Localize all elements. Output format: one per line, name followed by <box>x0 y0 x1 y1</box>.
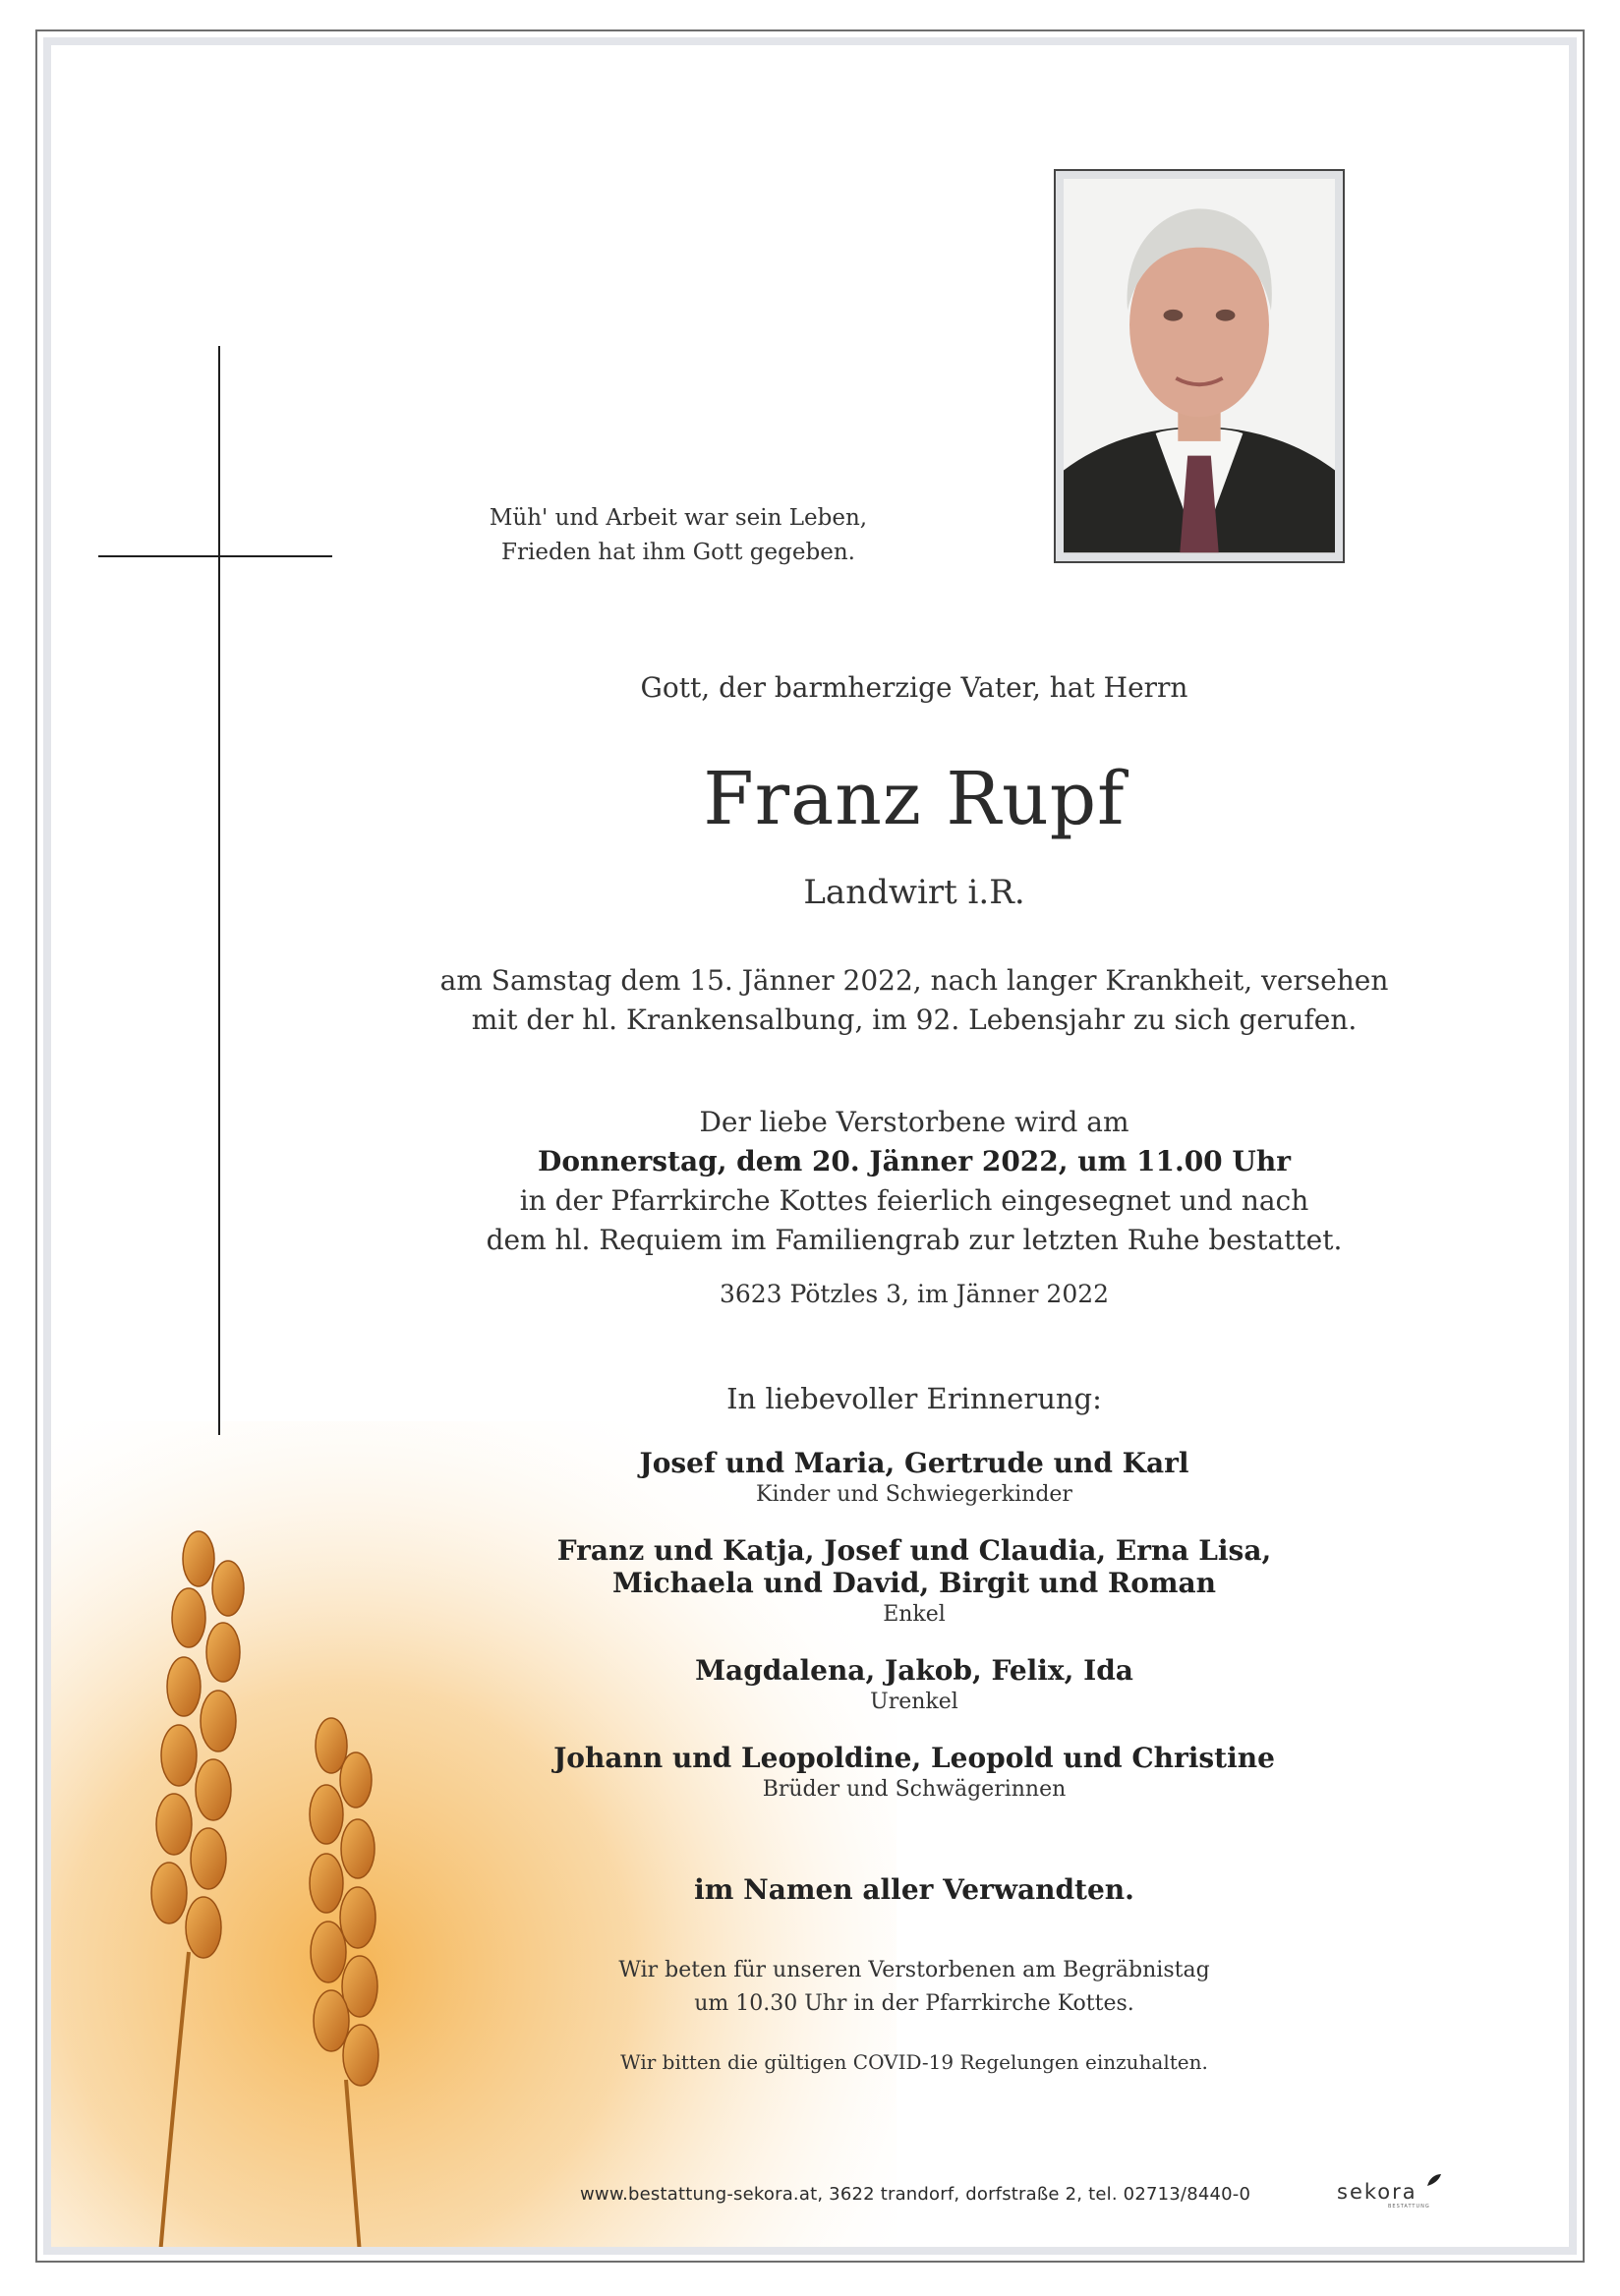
deceased-name: Franz Rupf <box>703 757 1126 841</box>
death-notice <box>393 961 1435 1040</box>
family-group <box>393 1654 1435 1718</box>
family-list <box>393 1447 1435 1829</box>
family-names: Franz und Katja, Josef und Claudia, Erna Lisa, <box>556 1534 1272 1567</box>
family-relation: Enkel <box>883 1602 946 1627</box>
funeral-line: in der Pfarrkirche Kottes feierlich eingesegnet und nach <box>519 1184 1309 1217</box>
funeral-line: Der liebe Verstorbene wird am <box>699 1106 1129 1138</box>
logo-name: sekora <box>1337 2180 1418 2204</box>
intro-line: Gott, der barmherzige Vater, hat Herrn <box>640 671 1188 704</box>
family-names: Josef und Maria, Gertrude und Karl <box>639 1447 1189 1479</box>
prayer-line: Wir beten für unseren Verstorbenen am Begräbnistag <box>618 1958 1210 1982</box>
cross-vertical-bar <box>218 346 220 1435</box>
logo-subtitle: BESTATTUNG <box>1388 2204 1430 2210</box>
closing-line: im Namen aller Verwandten. <box>694 1873 1134 1906</box>
family-relation: Brüder und Schwägerinnen <box>762 1777 1067 1802</box>
memory-heading: In liebevoller Erinnerung: <box>726 1382 1102 1415</box>
portrait-photo <box>1064 179 1335 553</box>
family-relation: Kinder und Schwiegerkinder <box>756 1482 1072 1507</box>
funeral-date-text: Donnerstag, dem 20. Jänner 2022, um 11.00 Uhr <box>538 1145 1291 1177</box>
covid-note: Wir bitten die gültigen COVID-19 Regelungen einzuhalten. <box>620 2050 1208 2074</box>
death-notice-line: mit der hl. Krankensalbung, im 92. Lebensjahr zu sich gerufen. <box>471 1004 1358 1036</box>
leaf-icon <box>1425 2172 1443 2188</box>
cross-horizontal-bar <box>98 555 332 557</box>
place-date: 3623 Pötzles 3, im Jänner 2022 <box>719 1280 1110 1308</box>
family-names: Michaela und David, Birgit und Roman <box>611 1567 1217 1599</box>
motto-line: Müh' und Arbeit war sein Leben, <box>489 505 868 531</box>
funeral-notice <box>393 1103 1435 1260</box>
family-group <box>393 1742 1435 1806</box>
family-group <box>393 1534 1435 1631</box>
funeral-date <box>393 1142 1435 1181</box>
motto <box>472 501 885 570</box>
prayer-note <box>393 1954 1435 2021</box>
motto-line: Frieden hat ihm Gott gegeben. <box>501 540 855 565</box>
deceased-title: Landwirt i.R. <box>803 873 1025 912</box>
prayer-line: um 10.30 Uhr in der Pfarrkirche Kottes. <box>694 1991 1134 2016</box>
footer-contact: www.bestattung-sekora.at, 3622 trandorf, dorfstraße 2, tel. 02713/8440-0 <box>580 2184 1251 2205</box>
funeral-line: dem hl. Requiem im Familiengrab zur letzten Ruhe bestattet. <box>486 1224 1343 1256</box>
family-group <box>393 1447 1435 1511</box>
family-names: Johann und Leopoldine, Leopold und Christine <box>553 1742 1275 1774</box>
death-notice-line: am Samstag dem 15. Jänner 2022, nach langer Krankheit, versehen <box>439 964 1389 997</box>
sekora-logo <box>1337 2172 1445 2211</box>
portrait-frame <box>1054 169 1345 563</box>
family-relation: Urenkel <box>870 1690 958 1714</box>
family-names: Magdalena, Jakob, Felix, Ida <box>695 1654 1133 1687</box>
